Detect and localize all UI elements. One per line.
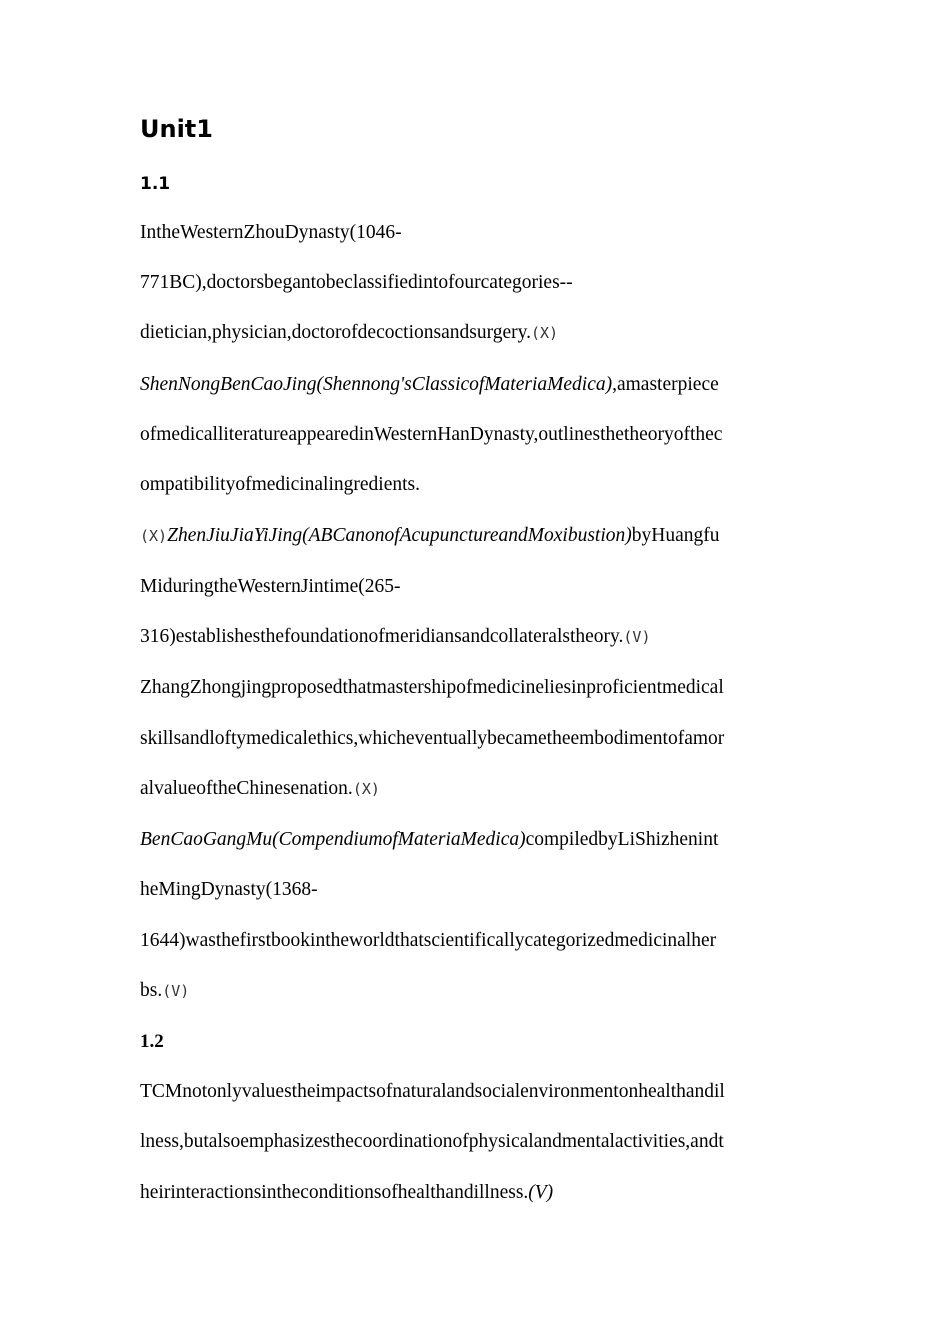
book-title: ZhenJiuJiaYiJing(ABCanonofAcupunctureandMoxibustion) [167, 525, 632, 546]
paragraph-line [140, 472, 420, 498]
text-run: 771BC),doctorsbegantobeclassifiedintofourcategories-- [140, 272, 573, 293]
text-run: MiduringtheWesternJintime(265- [140, 576, 401, 597]
text-run: ,amasterpiece [612, 374, 719, 395]
text-run: bs. [140, 980, 163, 1001]
answer-mark: (X) [530, 324, 559, 342]
paragraph-line [140, 624, 650, 650]
section-heading-1-1: 1.1 [140, 174, 171, 194]
paragraph-line [140, 523, 720, 549]
paragraph-line [140, 270, 573, 296]
paragraph-line [140, 422, 722, 448]
text-run: 316)establishesthefoundationofmeridiansandcollateralstheory. [140, 626, 624, 647]
text-run: ofmedicalliteratureappearedinWesternHanDynasty,outlinesthetheoryofthec [140, 424, 723, 445]
paragraph-line [140, 877, 318, 903]
answer-mark: (X) [140, 527, 168, 545]
text-run: ZhangZhongjingproposedthatmastershipofmedicineliesinproficientmedical [140, 677, 724, 698]
section-heading-1-2: 1.2 [140, 1031, 164, 1052]
text-run: skillsandloftymedicalethics,whicheventuallybecametheembodimentofamor [140, 728, 725, 749]
text-run: ompatibilityofmedicinalingredients. [140, 474, 420, 495]
paragraph-line [140, 372, 719, 398]
paragraph-line [140, 1129, 724, 1155]
text-run: IntheWesternZhouDynasty(1046- [140, 222, 402, 243]
text-run: alvalueoftheChinesenation. [140, 778, 353, 799]
paragraph-line [140, 827, 718, 853]
answer-mark: (V) [162, 982, 190, 1000]
text-run: byHuangfu [631, 525, 720, 546]
paragraph-line [140, 776, 380, 802]
book-title: BenCaoGangMu(CompendiumofMateriaMedica) [140, 829, 526, 850]
answer-mark: (V) [528, 1182, 554, 1203]
paragraph-line [140, 1180, 553, 1206]
paragraph-line [140, 220, 402, 246]
paragraph-line [140, 320, 558, 346]
text-run: compiledbyLiShizhenint [525, 829, 719, 850]
text-run: heirinteractionsintheconditionsofhealthandillness. [140, 1182, 529, 1203]
text-run: 1644)wasthefirstbookintheworldthatscientificallycategorizedmedicinalher [140, 930, 717, 951]
text-run: dietician,physician,doctorofdecoctionsandsurgery. [140, 322, 531, 343]
paragraph-line [140, 978, 189, 1004]
book-title: ShenNongBenCaoJing(Shennong'sClassicofMateriaMedica) [140, 374, 613, 395]
unit-title: Unit1 [140, 115, 213, 143]
paragraph-line [140, 574, 401, 600]
answer-mark: (X) [352, 780, 380, 798]
text-run: lness,butalsoemphasizesthecoordinationofphysicalandmentalactivities,andt [140, 1131, 724, 1152]
paragraph-line [140, 726, 724, 752]
text-run: heMingDynasty(1368- [140, 879, 318, 900]
paragraph-line [140, 675, 724, 701]
paragraph-line [140, 1079, 725, 1105]
paragraph-line [140, 928, 716, 954]
text-run: TCMnotonlyvaluestheimpactsofnaturalandsocialenvironmentonhealthandil [140, 1081, 725, 1102]
answer-mark: (V) [623, 628, 651, 646]
